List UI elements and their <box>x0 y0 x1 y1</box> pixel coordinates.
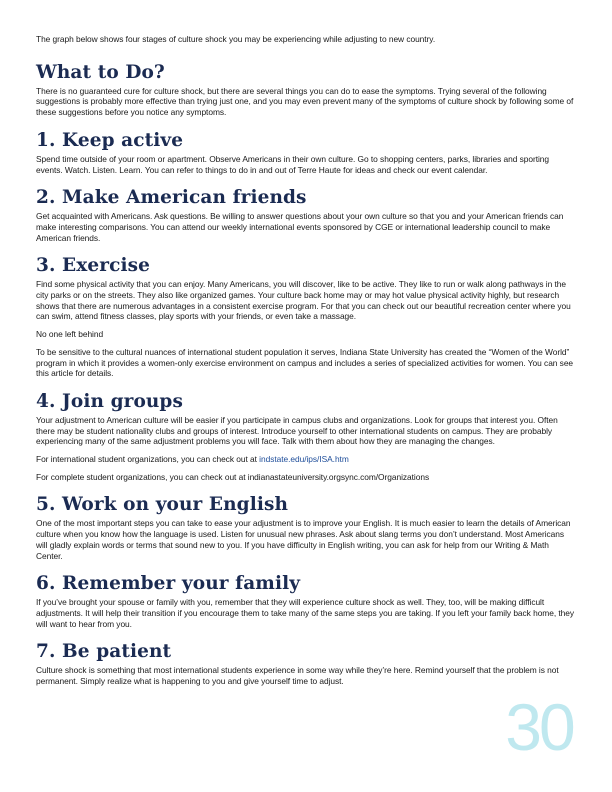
body-what-to-do: There is no guaranteed cure for culture shock, but there are several things you can do to ease the symptoms. Trying several of the following suggestions is probably more effective than trying just one, and you may even prevent many of the symptoms of culture shock by following some of these suggestions before you notice any symptoms. <box>36 85 574 118</box>
heading-work-on-english: 5. Work on your English <box>36 494 289 516</box>
subhead-no-one-left-behind: No one left behind <box>36 329 104 340</box>
heading-american-friends: 2. Make American friends <box>36 187 307 209</box>
body-exercise: Find some physical activity that you can enjoy. Many Americans, you will discover, like to be active. They like to run or walk along pathways in the city parks or on the streets. They also like organized games. Your culture back home may or may hot value physical activity highly, but research shows that there are numerous advantages in a consistent exercise program. For that you can check out our beautiful recreation center where you can swim, attend fitness classes, play sports with your friends, or even take a massage. <box>36 279 571 322</box>
body-work-on-english: One of the most important steps you can take to ease your adjustment is to improve your English. It is much easier to learn the details of American culture when you know how the language is used. Listen for unusual new phrases. Ask about slang terms you don’t understand. Most Americans will gladly explain words or terms that sound new to you. If you have difficulty in English writing, you can ask for help from our Writing & Math Center. <box>36 518 571 561</box>
heading-join-groups: 4. Join groups <box>36 390 183 412</box>
body-keep-active: Spend time outside of your room or apartment. Observe Americans in their own culture. Go to shopping centers, parks, libraries and sporting events. Watch. Listen. Learn. You can refer to things to do in and out of Terre Haute for ideas and check our event calendar. <box>36 153 550 175</box>
heading-exercise: 3. Exercise <box>36 255 150 277</box>
section-what-to-do <box>36 62 576 118</box>
body-american-friends: Get acquainted with Americans. Ask questions. Be willing to answer questions about your own culture so that you and your American friends can make interesting comparisons. You can attend our weekly international events sponsored by CGE or international leadership council to make American friends. <box>36 211 564 243</box>
intro-text: The graph below shows four stages of culture shock you may be experiencing while adjusting to new country. <box>36 34 436 44</box>
document-page <box>36 34 576 699</box>
intl-organizations-text: For international student organizations, you can check out at <box>36 454 260 465</box>
section-remember-family <box>36 573 576 629</box>
body-remember-family: If you’ve brought your spouse or family with you, remember that they will experience culture shock as well. They, too, will be making difficult adjustments. It will help their transition if you encourage them to take many of the same steps you are taking. If you left your family back home, they will want to hear from you. <box>36 597 575 629</box>
section-keep-active <box>36 130 576 175</box>
isa-link[interactable]: indstate.edu/ips/ISA.htm <box>259 454 349 465</box>
section-american-friends <box>36 187 576 243</box>
heading-what-to-do: What to Do? <box>36 61 165 83</box>
body-women-of-the-world: To be sensitive to the cultural nuances of international student population it serves, Indiana State University has created the “Women of the World” program in which it provides a women-only exercise environment on campus and includes a series of specialized activities for women. You can see this article for details. <box>36 346 574 379</box>
page-number: 30 <box>505 690 573 764</box>
section-exercise <box>36 255 576 379</box>
heading-remember-family: 6. Remember your family <box>36 573 301 595</box>
intl-organizations-line <box>36 454 576 465</box>
complete-organizations-line: For complete student organizations, you can check out at indianastateuniversity.orgsync.com/Organizations <box>36 471 430 482</box>
body-be-patient: Culture shock is something that most international students experience in some way while they’re here. Remind yourself that the problem is not permanent. Simply realize what is happening to you and give yourself time to adjust. <box>36 665 559 687</box>
section-be-patient <box>36 641 576 686</box>
body-join-groups: Your adjustment to American culture will be easier if you participate in campus clubs and organizations. Look for groups that interest you. Often there may be student nationality clubs and groups of interest. Introduce yourself to other international students on campus. They are probably experiencing many of the same adjustment problems you will face. Talk with them about how they are managing the changes. <box>36 414 558 447</box>
section-work-on-english <box>36 494 576 561</box>
section-join-groups <box>36 391 576 483</box>
heading-be-patient: 7. Be patient <box>36 641 172 663</box>
heading-keep-active: 1. Keep active <box>36 129 184 151</box>
